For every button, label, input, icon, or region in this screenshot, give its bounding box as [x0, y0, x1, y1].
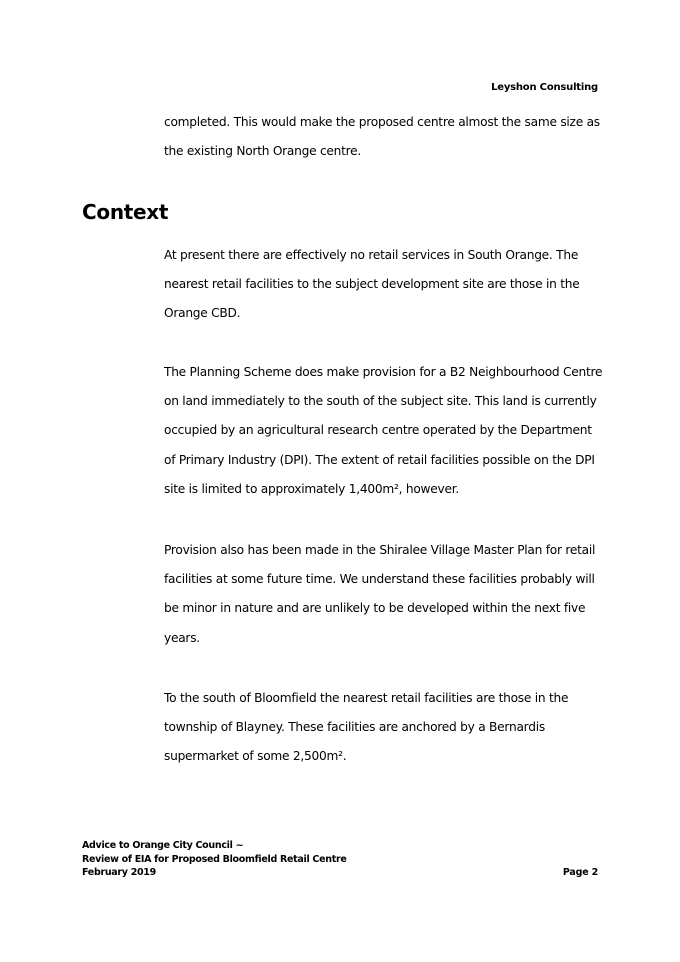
paragraph-retail-services [164, 241, 604, 329]
paragraph-text: The Planning Scheme does make provision for a B2 Neighbourhood Centre on land immediately to the south of the subject site. This land is currently occupied by an agricultural research centre operated by the Department of Primary Industry (DPI). The extent of retail facilities possible on the DPI site is limited to approximately 1,400m², however. [164, 365, 603, 496]
paragraph-text: completed. This would make the proposed centre almost the same size as the existing North Orange centre. [164, 115, 600, 159]
footer-line-title: Review of EIA for Proposed Bloomfield Retail Centre [82, 853, 347, 865]
header-company-name: Leyshon Consulting [491, 82, 598, 93]
paragraph-blayney [164, 684, 604, 772]
paragraph-text: To the south of Bloomfield the nearest retail facilities are those in the township of Blayney. These facilities are anchored by a Bernardis supermarket of some 2,500m². [164, 691, 569, 764]
footer-line-date: February 2019 [82, 867, 156, 878]
footer-info [82, 839, 346, 880]
page-number: Page 2 [562, 867, 598, 878]
paragraph-shiralee [164, 536, 604, 653]
section-heading: Context [82, 200, 169, 224]
paragraph-text: At present there are effectively no retail services in South Orange. The nearest retail facilities to the subject development site are those in the Orange CBD. [164, 248, 580, 321]
continuation-paragraph [164, 108, 604, 166]
paragraph-planning-scheme [164, 358, 604, 504]
footer-line-client: Advice to Orange City Council ~ [82, 840, 244, 851]
paragraph-text: Provision also has been made in the Shiralee Village Master Plan for retail facilities at some future time. We understand these facilities probably will be minor in nature and are unlikely to be developed within the next five years. [164, 543, 596, 645]
